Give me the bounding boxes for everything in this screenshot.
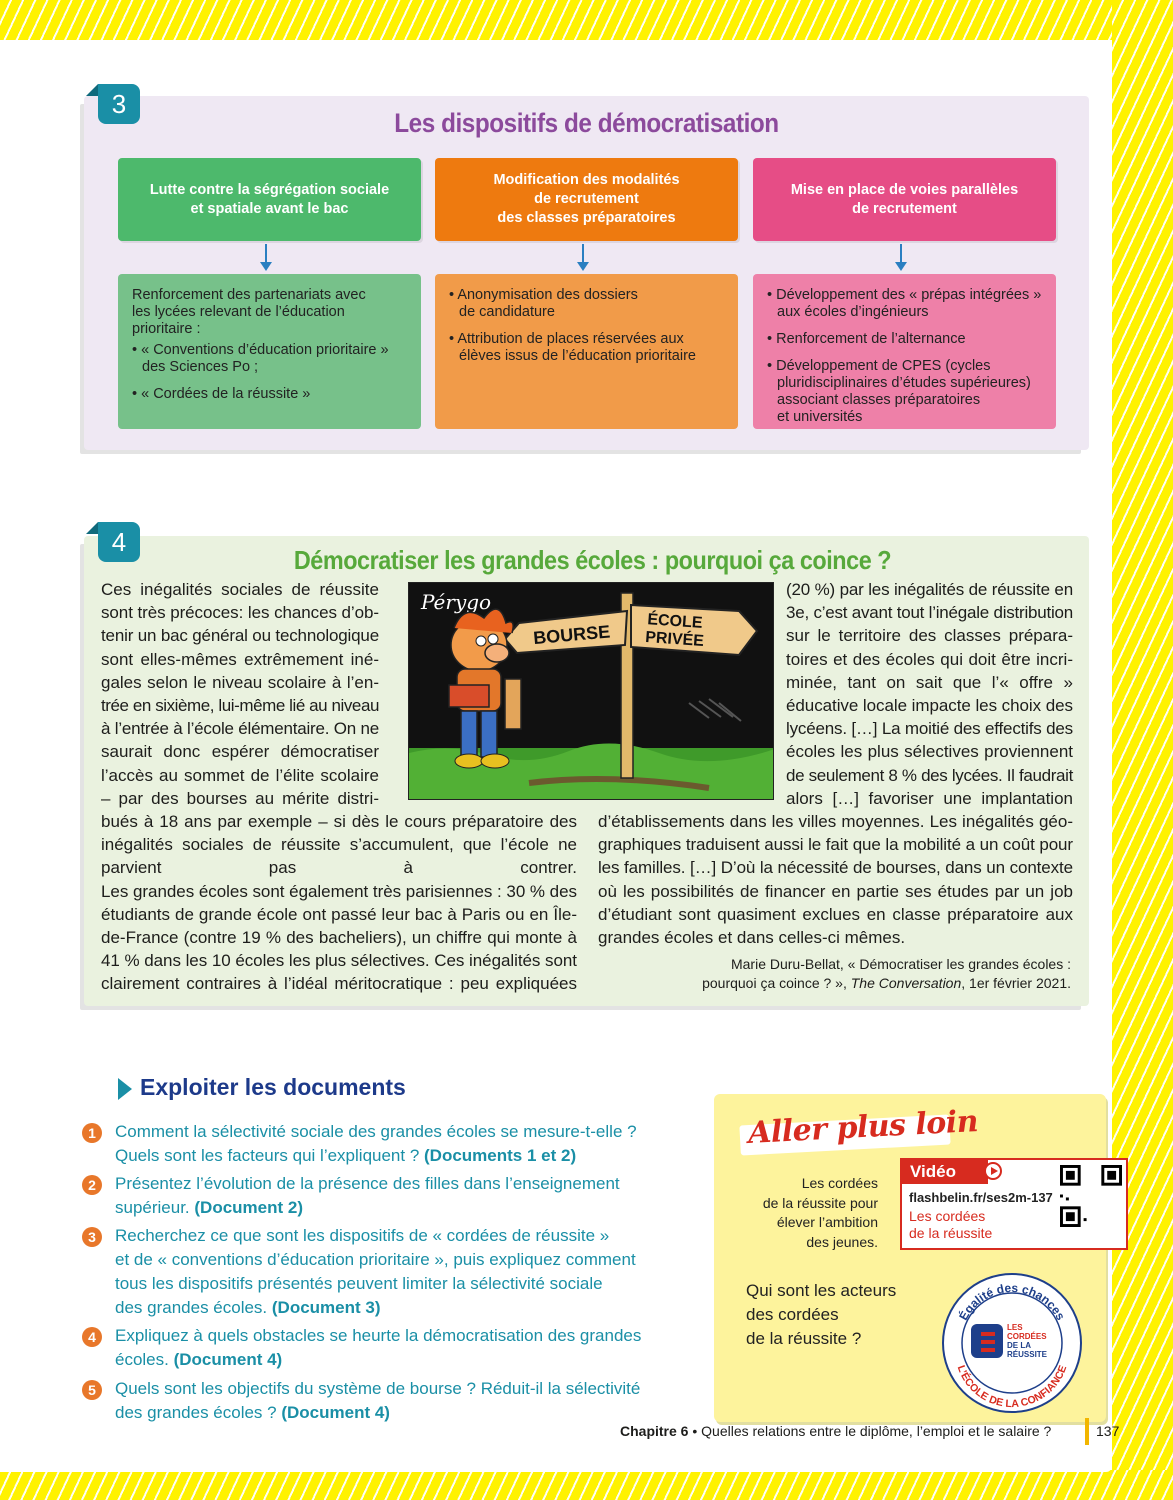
text-line: saurait donc espérer démocratiser (101, 742, 379, 762)
column-intro: Renforcement des partenariats avec les lycées relevant de l’éducation prioritaire : (132, 287, 366, 337)
text-line: d’établissements dans les villes moyennes. Les inégalités géo- (598, 812, 1073, 831)
column-header-3: Mise en place de voies parallèles de recrutement (753, 158, 1056, 241)
chapter-subtitle: • Quelles relations entre le diplôme, l’emploi et le salaire ? (688, 1423, 1052, 1439)
question-text (82, 1377, 682, 1425)
document-4-badge: 4 (98, 522, 140, 562)
sign-ecole: ÉCOLE (646, 611, 703, 632)
sign-privee: PRIVÉE (644, 628, 705, 651)
text-line: 3e, c’est avant tout l’inégale distribution (786, 603, 1073, 623)
logo-line-3: DE LA (1007, 1341, 1031, 1350)
logo-line-1: LES (1007, 1323, 1023, 1332)
text-line: 41 % dans les 10 écoles les plus sélectives. Ces inégalités sont (101, 951, 577, 971)
question-body: Comment la sélectivité sociale des grandes écoles se mesure-t-elle ? Quels sont les facteurs qui l’expliquent ? (115, 1122, 637, 1165)
cartoon-drawing (409, 583, 774, 800)
question-reference: (Document 2) (194, 1198, 304, 1217)
video-label: Vidéo (902, 1160, 988, 1184)
text-block-right-top (786, 578, 1073, 810)
qr-code-icon (1060, 1165, 1122, 1227)
aller-plus-loin-title: Aller plus loin (747, 1104, 979, 1151)
down-arrow-icon (894, 244, 908, 272)
logo-line-4: RÉUSSITE (1007, 1350, 1048, 1359)
question-text (82, 1324, 682, 1372)
source-publication: The Conversation (850, 975, 962, 991)
text-line: lycéens. […] La moitié des effectifs des (786, 719, 1073, 739)
text-line: grandes écoles et dans celles-ci mêmes. (598, 927, 906, 947)
column-bullet-item: • Renforcement de l’alternance (767, 331, 1044, 348)
question-number: 5 (82, 1380, 102, 1400)
question-body: Expliquez à quels obstacles se heurte la démocratisation des grandes écoles. (115, 1326, 642, 1369)
document-3-title: Les dispositifs de démocratisation (394, 108, 779, 138)
cordees-reussite-logo (941, 1272, 1083, 1414)
text-line: (20 %) par les inégalités de réussite en (786, 580, 1073, 599)
column-bullet-item: • Attribution de places réservées aux élèves issus de l’éducation prioritaire (449, 331, 726, 365)
question-item (82, 1224, 682, 1320)
question-item (82, 1172, 682, 1220)
text-line: étudiants de grande école ont passé leur bac à Paris ou en Île- (101, 904, 577, 924)
question-body: Recherchez ce que sont les dispositifs de « cordées de réussite » et de « conventions d’éducation prioritaire », puis expliquez comment tous les dispositifs présentés peuvent limiter la sélectivité sociale des grandes écoles. (115, 1226, 636, 1317)
column-body-1 (118, 274, 421, 429)
question-number: 4 (82, 1327, 102, 1347)
text-line: sur le territoire des classes prépara- (786, 626, 1073, 646)
text-block-left-bottom (101, 810, 577, 996)
document-4-title: Démocratiser les grandes écoles : pourquoi ça coince ? (293, 545, 892, 575)
question-reference: (Document 4) (281, 1403, 390, 1422)
sign-bourse: BOURSE (532, 621, 611, 649)
chapter-footer (620, 1423, 1051, 1439)
text-line: minée, tant on sait que l’« offre » (786, 672, 1073, 692)
decorative-stripes-right (1112, 0, 1173, 1500)
text-line: graphiques traduisent aussi le fait que la mobilité a un coût pour (598, 835, 1073, 855)
text-line: où les possibilités de financer en partie ses études par un job (598, 881, 1073, 901)
text-line: gales selon le niveau scolaire à l’en- (101, 672, 379, 692)
text-line: d’étudiant sont quasiment exclues en classe préparatoire aux (598, 904, 1073, 924)
text-line: parvient pas à contrer. (101, 858, 577, 878)
question-number: 1 (82, 1123, 102, 1143)
aller-plus-loin-question: Qui sont les acteurs des cordées de la réussite ? (746, 1281, 897, 1348)
question-body: Quels sont les objectifs du système de bourse ? Réduit-il la sélectivité des grandes écoles ? (115, 1379, 641, 1422)
question-item (82, 1377, 682, 1425)
page-number-bar (1085, 1418, 1089, 1445)
source-date: , 1er février 2021. (961, 975, 1071, 991)
question-number: 2 (82, 1175, 102, 1195)
question-body: Présentez l’évolution de la présence des filles dans l’enseignement supérieur. (115, 1174, 620, 1217)
down-arrow-icon (259, 244, 273, 272)
text-block-left-top (101, 578, 379, 810)
text-line: de-France (contre 19 % des bacheliers), un chiffre qui monte à (101, 927, 577, 947)
column-bullet-item: • « Cordées de la réussite » (132, 386, 409, 403)
text-line: toires et des écoles qui doit être incri- (786, 649, 1073, 669)
text-line: clairement contraires à l’idéal méritocratique : peu expliquées (101, 974, 577, 994)
down-arrow-icon (576, 244, 590, 272)
logo-line-2: CORDÉES (1007, 1332, 1047, 1341)
column-header-2: Modification des modalités de recrutement des classes préparatoires (435, 158, 738, 241)
column-bullet-item: • Anonymisation des dossiers de candidature (449, 287, 726, 321)
text-line: sont très précoces: les chances d’ob- (101, 603, 379, 623)
question-text (82, 1172, 682, 1220)
text-line: les familles. […] D’où la nécessité de bourses, dans un contexte (598, 858, 1073, 878)
question-text (82, 1120, 682, 1168)
source-citation (702, 955, 1071, 993)
text-line: Ces inégalités sociales de réussite (101, 580, 379, 599)
chapter-label: Chapitre 6 (620, 1423, 689, 1439)
play-icon[interactable] (984, 1162, 1002, 1180)
video-card[interactable] (900, 1158, 1128, 1250)
text-line: l’accès au sommet de l’élite scolaire (101, 765, 379, 785)
text-line: à l’entrée à l’école élémentaire. On ne (101, 719, 379, 739)
video-description: Les cordées de la réussite pour élever l’ambition des jeunes. (762, 1175, 878, 1250)
decorative-stripes-bottom (0, 1470, 1173, 1500)
text-block-right-bottom (598, 810, 1073, 949)
video-title: Les cordées de la réussite (909, 1208, 993, 1241)
column-bullet-item: • Développement de CPES (cycles pluridisciplinaires d’études supérieures) associant classes préparatoires et universités (767, 358, 1044, 426)
text-line: sont elles-mêmes extrêmement iné- (101, 649, 379, 669)
text-line: trée en sixième, lui-même lié au niveau (101, 695, 379, 715)
column-body-3 (753, 274, 1056, 429)
video-url[interactable]: flashbelin.fr/ses2m-137 (909, 1190, 1053, 1205)
cartoon-illustration (408, 582, 774, 800)
text-line: Les grandes écoles sont également très parisiennes : 30 % des (101, 881, 577, 901)
question-item (82, 1120, 682, 1168)
source-line-2: pourquoi ça coince ? », (702, 975, 851, 991)
document-3-badge: 3 (98, 84, 140, 124)
column-header-1: Lutte contre la ségrégation sociale et spatiale avant le bac (118, 158, 421, 241)
column-bullet-item: • « Conventions d’éducation prioritaire » des Sciences Po ; (132, 342, 409, 376)
question-reference: (Document 4) (173, 1350, 283, 1369)
text-line: bués à 18 ans par exemple – si dès le cours préparatoire des (101, 812, 577, 831)
cartoon-signature: Pérygo (421, 590, 492, 614)
question-text (82, 1224, 682, 1320)
question-number: 3 (82, 1227, 102, 1247)
text-line: de seulement 8 % des lycées. Il faudrait (786, 765, 1073, 785)
column-body-2 (435, 274, 738, 429)
text-line: alors […] favoriser une implantation (786, 788, 1073, 808)
text-line: éducative locale impacte les choix des (786, 695, 1073, 715)
page-number: 137 (1096, 1423, 1120, 1439)
question-item (82, 1324, 682, 1372)
text-line: écoles les plus sélectives proviennent (786, 742, 1073, 762)
exploit-title: Exploiter les documents (140, 1074, 406, 1100)
logo-top-text: Égalité des chances (956, 1280, 1068, 1323)
source-line-1: Marie Duru-Bellat, « Démocratiser les grandes écoles : (730, 956, 1071, 972)
column-bullet-item: • Développement des « prépas intégrées » aux écoles d’ingénieurs (767, 287, 1044, 321)
text-line: inégalités sociales de réussite s’accumulent, que l’école ne (101, 835, 577, 855)
logo-bottom-text: L’ÉCOLE DE LA CONFIANCE (954, 1363, 1070, 1411)
text-line: tenir un bac général ou technologique (101, 626, 379, 646)
text-line: – par des bourses au mérite distri- (101, 788, 379, 808)
question-reference: (Document 3) (271, 1298, 381, 1317)
question-reference: (Documents 1 et 2) (424, 1146, 577, 1165)
